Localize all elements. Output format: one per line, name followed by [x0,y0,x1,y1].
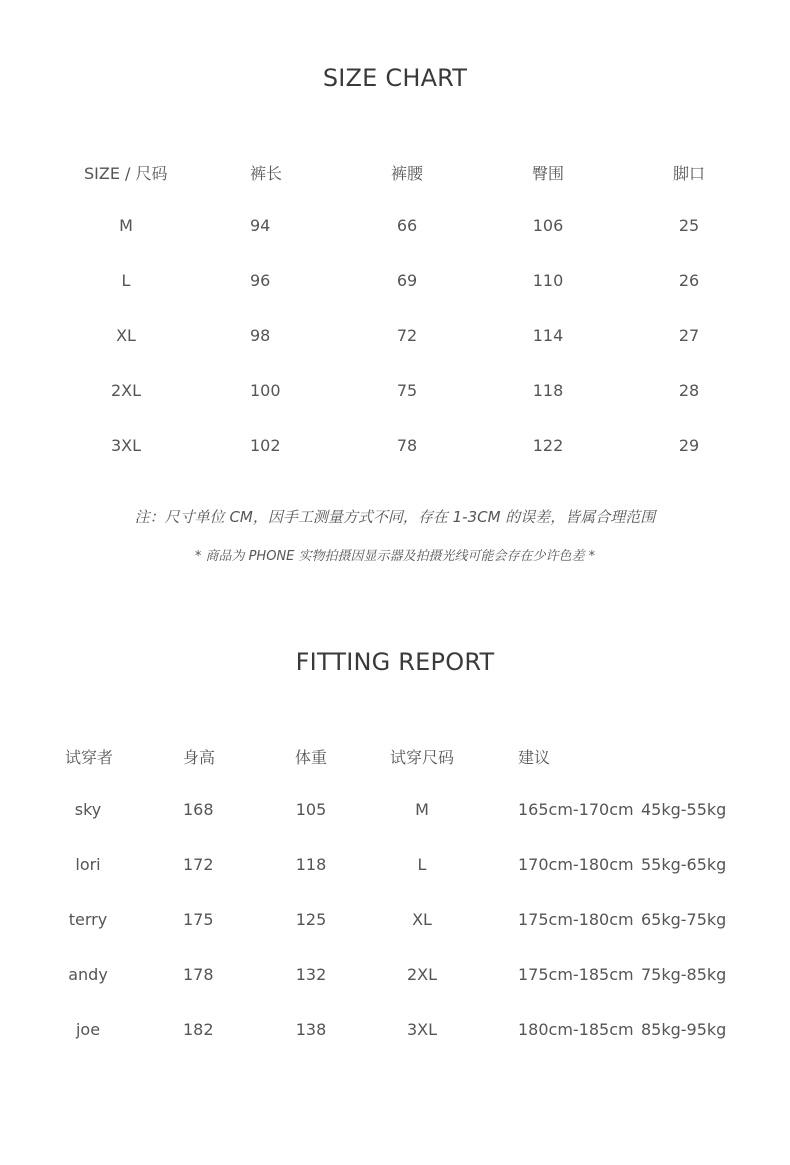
measurement-note: 注：尺寸单位 CM，因手工测量方式不同，存在 1-3CM 的误差，皆属合理范围 [134,508,656,526]
color-disclaimer: * 商品为 PHONE 实物拍摄因显示器及拍摄光线可能会存在少许色差 * [194,549,596,564]
suggested-weight: 75kg-85kg [641,965,727,984]
tester-height: 168 [183,800,214,819]
suggested-weight: 65kg-75kg [641,910,727,929]
fitting-header-tester: 试穿者 [65,748,114,767]
size-cell: M [119,216,133,235]
size-cell: 2XL [110,381,142,400]
tester-height: 178 [183,965,214,984]
tester-weight: 138 [295,1020,327,1039]
size-cell: L [121,271,131,290]
suggested-weight: 85kg-95kg [641,1020,727,1039]
hip-cell: 118 [532,381,564,400]
suggested-weight: 55kg-65kg [641,855,727,874]
hem-cell: 26 [678,271,700,290]
suggested-height: 165cm-170cm [518,800,634,819]
suggested-height: 170cm-180cm [518,855,634,874]
size-chart-header-length: 裤长 [250,164,283,183]
suggested-height: 175cm-180cm [518,910,634,929]
length-cell: 94 [250,216,271,235]
size-cell: XL [116,326,136,345]
hem-cell: 29 [678,436,700,455]
tester-height: 175 [183,910,214,929]
fitting-report-title: FITTING REPORT [295,648,495,676]
tester-name: lori [75,855,101,874]
tester-name: joe [75,1020,101,1039]
size-chart-header-waist: 裤腰 [391,164,424,183]
fitting-header-suggestion: 建议 [518,748,551,767]
tester-weight: 118 [295,855,327,874]
hip-cell: 110 [532,271,564,290]
tester-name: sky [74,800,102,819]
size-cell: 3XL [110,436,142,455]
hem-cell: 27 [678,326,700,345]
hip-cell: 122 [532,436,564,455]
tester-name: terry [68,910,108,929]
waist-cell: 72 [396,326,418,345]
length-cell: 98 [250,326,271,345]
size-chart-header-size: SIZE / 尺码 [84,164,168,183]
hip-cell: 114 [532,326,564,345]
tester-weight: 125 [295,910,327,929]
suggested-height: 180cm-185cm [518,1020,634,1039]
waist-cell: 75 [396,381,418,400]
tester-height: 172 [183,855,214,874]
tester-size: L [417,855,427,874]
fitting-header-weight: 体重 [295,748,328,767]
suggested-height: 175cm-185cm [518,965,634,984]
tester-size: 2XL [406,965,438,984]
tester-size: XL [412,910,432,929]
size-chart-title: SIZE CHART [322,64,468,92]
fitting-header-height: 身高 [183,748,216,767]
hem-cell: 28 [678,381,700,400]
hip-cell: 106 [532,216,564,235]
length-cell: 100 [250,381,281,400]
tester-name: andy [68,965,108,984]
tester-size: M [415,800,429,819]
tester-size: 3XL [406,1020,438,1039]
waist-cell: 66 [396,216,418,235]
size-chart-header-hip: 臀围 [532,164,565,183]
tester-height: 182 [183,1020,214,1039]
tester-weight: 132 [295,965,327,984]
length-cell: 96 [250,271,271,290]
suggested-weight: 45kg-55kg [641,800,727,819]
waist-cell: 78 [396,436,418,455]
waist-cell: 69 [396,271,418,290]
tester-weight: 105 [295,800,327,819]
hem-cell: 25 [678,216,700,235]
length-cell: 102 [250,436,281,455]
fitting-header-size: 试穿尺码 [390,748,455,767]
size-chart-header-hem: 脚口 [673,164,706,183]
